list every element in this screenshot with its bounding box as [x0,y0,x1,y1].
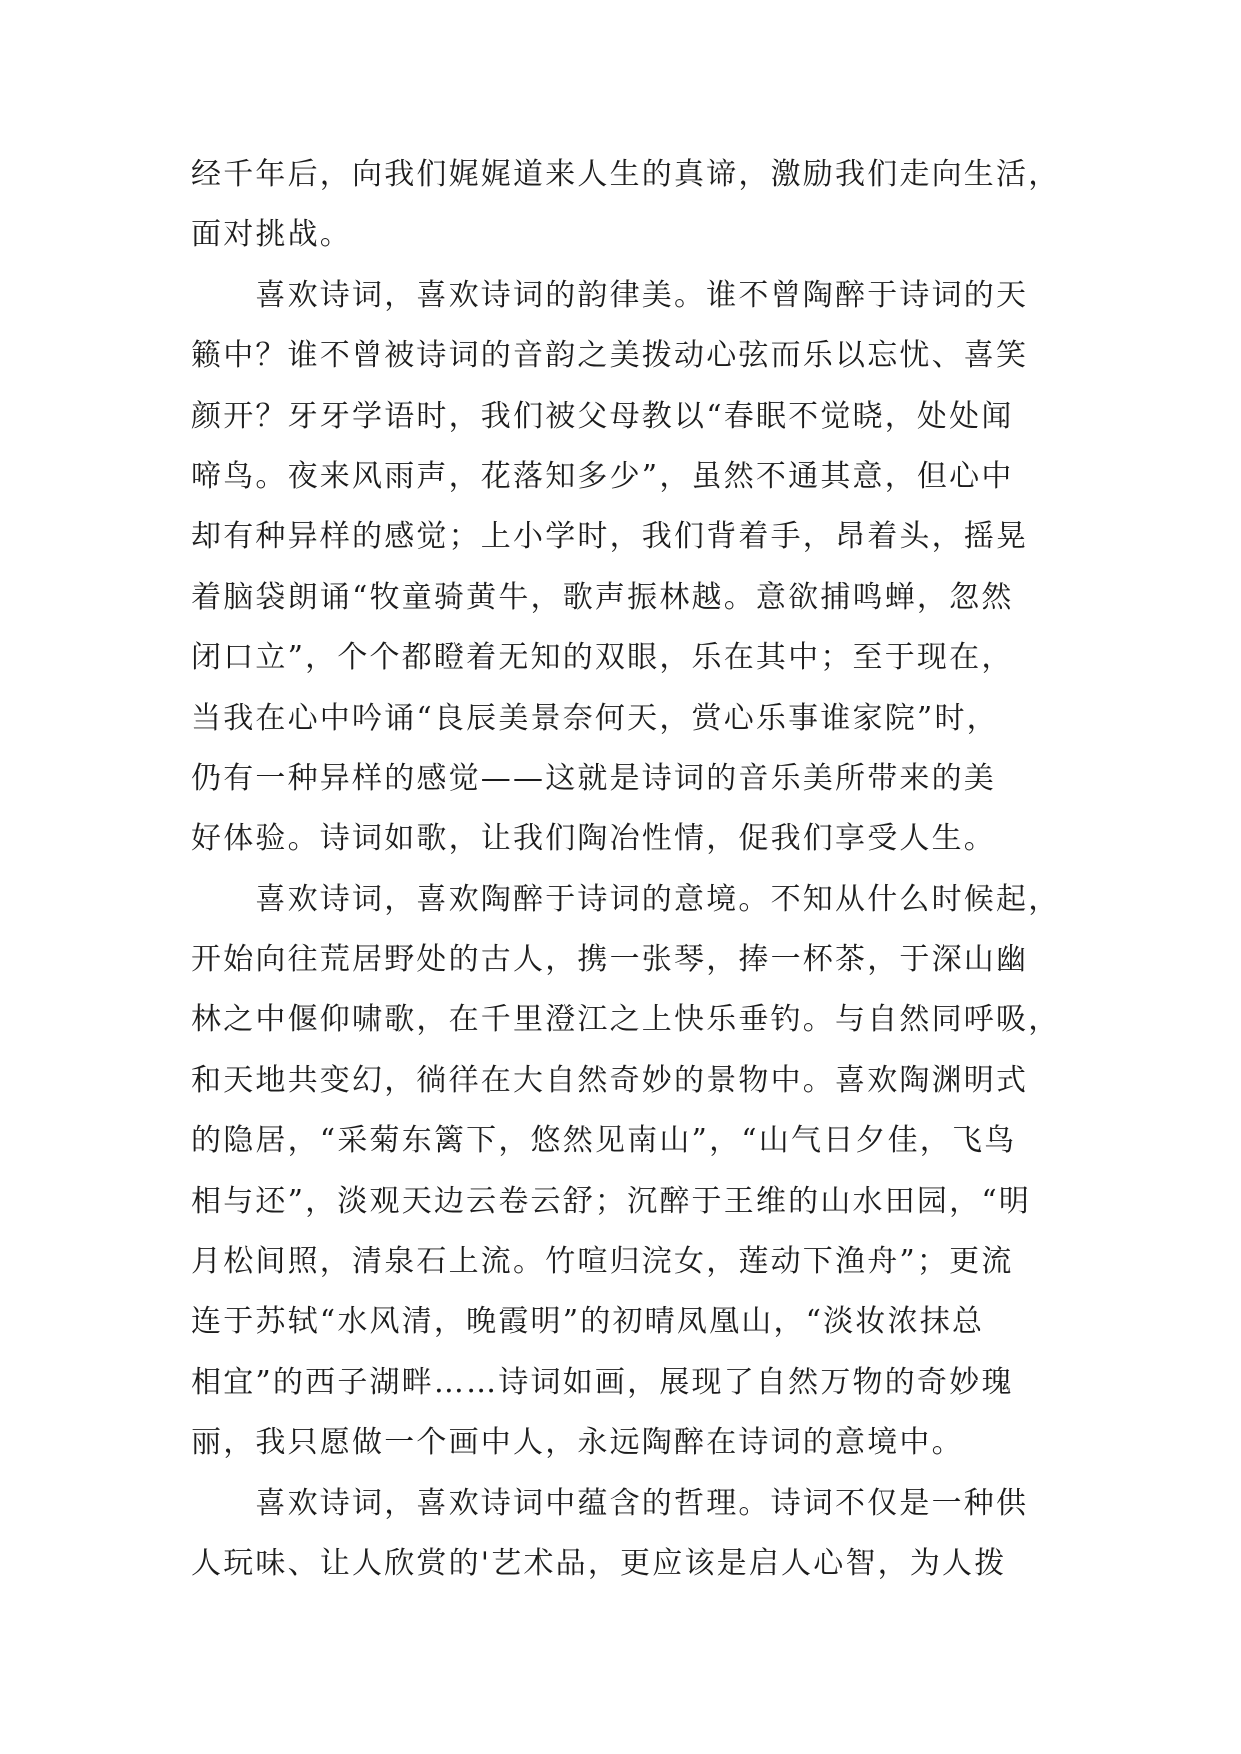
text-line: 喜欢诗词，喜欢诗词的韵律美。谁不曾陶醉于诗词的天 [191,277,1029,313]
text-line: 和天地共变幻，徜徉在大自然奇妙的景物中。喜欢陶渊明式 [191,1062,1029,1098]
text-line: 喜欢诗词，喜欢诗词中蕴含的哲理。诗词不仅是一种供 [191,1485,1029,1521]
text-line: 籁中？谁不曾被诗词的音韵之美拨动心弦而乐以忘忧、喜笑 [191,338,1029,374]
text-line: 开始向往荒居野处的古人，携一张琴，捧一杯茶，于深山幽 [191,942,1029,978]
text-line: 月松间照，清泉石上流。竹喧归浣女，莲动下渔舟”；更流 [191,1244,1014,1280]
text-line: 经千年后，向我们娓娓道来人生的真谛，激励我们走向生活， [191,157,1061,192]
text-line: 丽，我只愿做一个画中人，永远陶醉在诗词的意境中。 [191,1425,964,1461]
text-line: 相与还”，淡观天边云卷云舒；沉醉于王维的山水田园，“明 [191,1183,1032,1219]
text-line: 着脑袋朗诵“牧童骑黄牛，歌声振林越。意欲捕鸣蝉，忽然 [191,579,1014,615]
text-line: 好体验。诗词如歌，让我们陶冶性情，促我们享受人生。 [191,821,996,857]
text-line: 闭口立”，个个都瞪着无知的双眼，乐在其中；至于现在， [191,640,1014,676]
text-line: 啼鸟。夜来风雨声，花落知多少”，虽然不通其意，但心中 [191,458,1014,494]
text-line: 颜开？牙牙学语时，我们被父母教以“春眠不觉晓，处处闻 [191,398,1014,434]
text-line: 却有种异样的感觉；上小学时，我们背着手，昂着头，摇晃 [191,519,1029,555]
text-line: 喜欢诗词，喜欢陶醉于诗词的意境。不知从什么时候起， [191,881,1061,917]
body-text [191,145,1061,1594]
text-line: 人玩味、让人欣赏的'艺术品，更应该是启人心智，为人拨 [191,1545,1007,1581]
text-line: 当我在心中吟诵“良辰美景奈何天，赏心乐事谁家院”时， [191,700,999,736]
text-line: 连于苏轼“水风清，晚霞明”的初晴凤凰山，“淡妆浓抹总 [191,1304,985,1340]
text-line: 的隐居，“采菊东篱下，悠然见南山”，“山气日夕佳，飞鸟 [191,1123,1017,1159]
text-line: 林之中偃仰啸歌，在千里澄江之上快乐垂钓。与自然同呼吸， [191,1002,1061,1038]
text-line: 面对挑战。 [191,217,352,253]
text-line: 相宜”的西子湖畔……诗词如画，展现了自然万物的奇妙瑰 [191,1364,1014,1400]
text-line: 仍有一种异样的感觉——这就是诗词的音乐美所带来的美 [191,760,996,796]
